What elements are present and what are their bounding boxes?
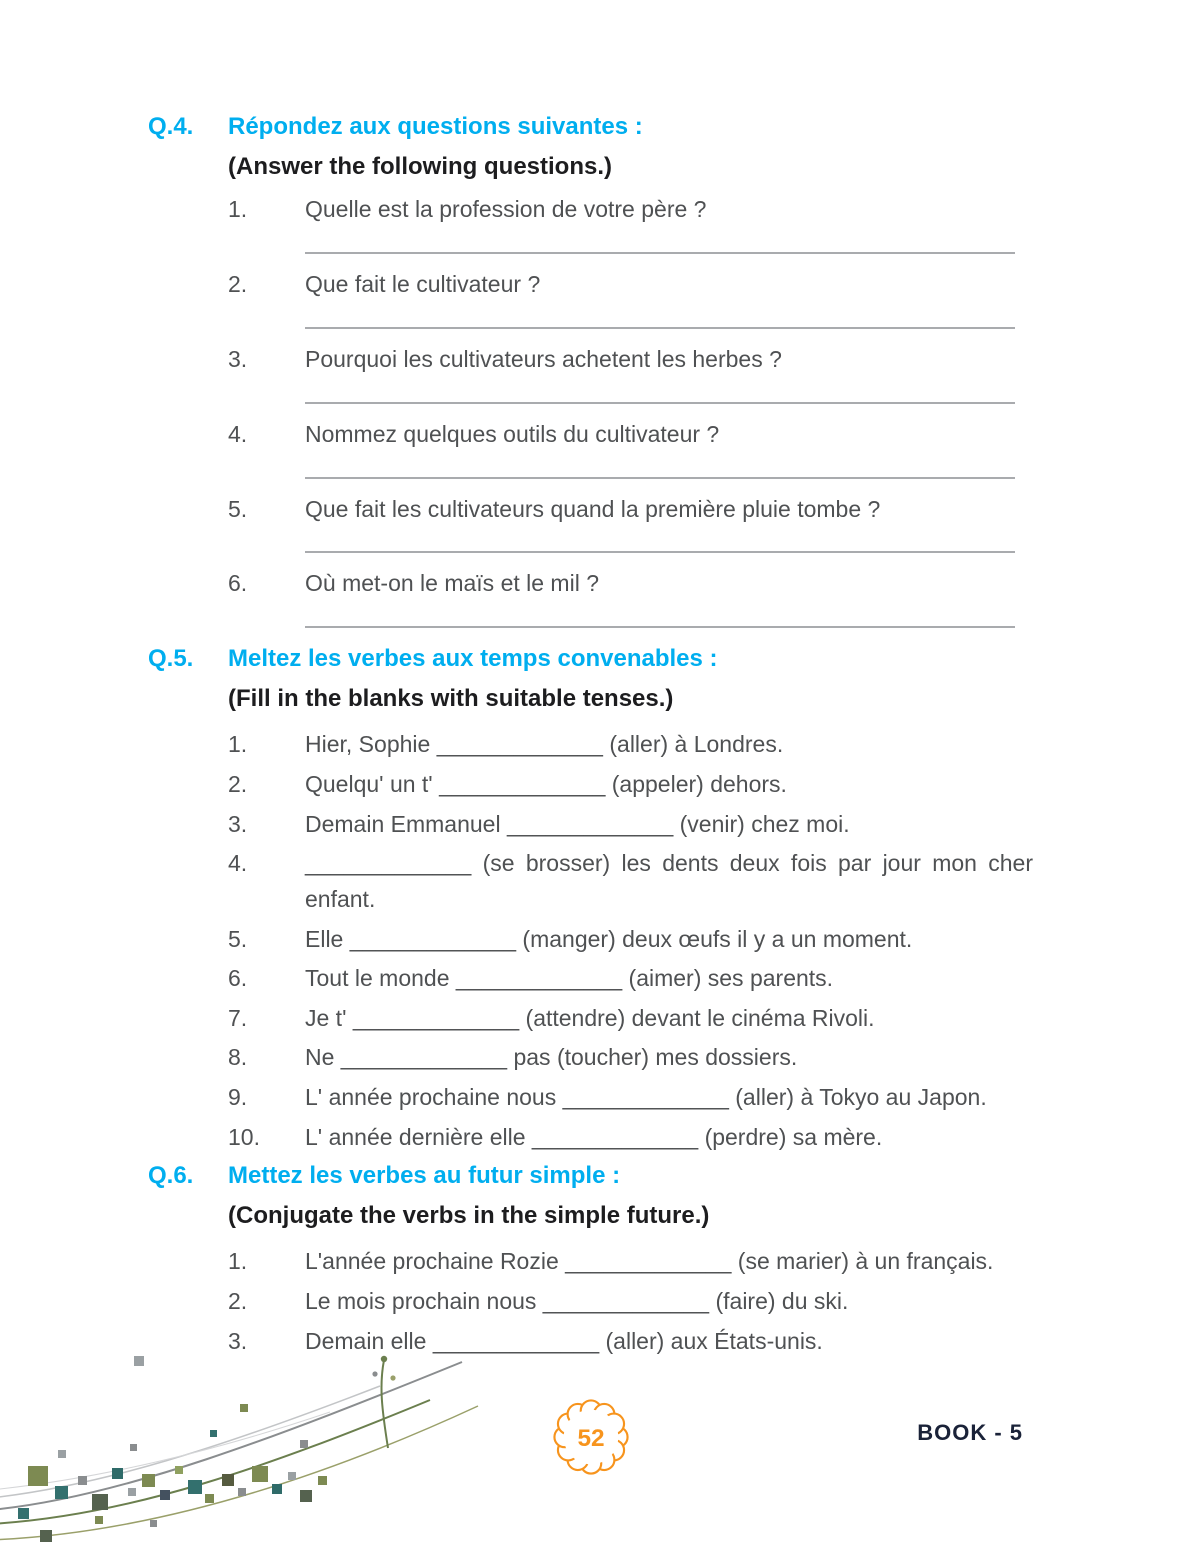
- section-title-english: (Fill in the blanks with suitable tenses.): [228, 685, 674, 713]
- question-text: Pourquoi les cultivateurs achetent les herbes ?: [305, 345, 782, 372]
- fill-item: [228, 767, 1033, 803]
- question-text: Nommez quelques outils du cultivateur ?: [305, 420, 720, 447]
- fill-item: [228, 1040, 1033, 1076]
- item-number: 7.: [228, 1004, 248, 1031]
- question-item: [228, 569, 1033, 599]
- item-number: 10.: [228, 1123, 260, 1150]
- item-number: 1.: [228, 731, 248, 758]
- item-text: Je t' _____________ (attendre) devant le cinéma Rivoli.: [305, 1004, 875, 1031]
- question-item: [228, 345, 1033, 375]
- fill-item: [228, 1244, 1033, 1280]
- section-id: Q.6.: [148, 1162, 194, 1190]
- item-text: Quelqu' un t' _____________ (appeler) dehors.: [305, 770, 787, 797]
- item-number: 8.: [228, 1044, 248, 1071]
- item-number: 2.: [228, 770, 248, 797]
- item-text: L' année prochaine nous _____________ (aller) à Tokyo au Japon.: [305, 1084, 987, 1111]
- answer-line: [305, 599, 1015, 628]
- item-text: Hier, Sophie _____________ (aller) à Londres.: [305, 731, 784, 758]
- question-item: [228, 270, 1033, 300]
- fill-item: [228, 922, 1033, 958]
- item-text: L'année prochaine Rozie _____________ (se marier) à un français.: [305, 1248, 994, 1275]
- item-number: 5.: [228, 925, 248, 952]
- section-title-french: Répondez aux questions suivantes :: [228, 113, 643, 140]
- item-text: Demain elle _____________ (aller) aux États-unis.: [305, 1327, 823, 1354]
- fill-item: [228, 961, 1033, 997]
- section-q6: [148, 1161, 1033, 1359]
- item-number: 4.: [228, 850, 248, 877]
- section-id: Q.5.: [148, 645, 194, 673]
- question-number: 4.: [228, 420, 248, 447]
- section-title-english: (Answer the following questions.): [228, 153, 612, 180]
- fill-item: [228, 846, 1033, 917]
- question-number: 2.: [228, 270, 248, 297]
- item-text: Elle _____________ (manger) deux œufs il y a un moment.: [305, 925, 913, 952]
- item-number: 3.: [228, 810, 248, 837]
- question-number: 3.: [228, 345, 248, 372]
- answer-line: [305, 300, 1015, 329]
- question-item: [228, 420, 1033, 450]
- item-number: 6.: [228, 965, 248, 992]
- section-title-french: Mettez les verbes au futur simple :: [228, 1162, 621, 1190]
- fill-item: [228, 1001, 1033, 1037]
- item-text: Le mois prochain nous _____________ (faire) du ski.: [305, 1288, 849, 1315]
- item-number: 9.: [228, 1084, 248, 1111]
- decorative-swoosh-graphic: [0, 1348, 480, 1563]
- item-text: _____________ (se brosser) les dents deux fois par jour mon cher enfant.: [305, 850, 1033, 912]
- question-text: Que fait le cultivateur ?: [305, 270, 541, 297]
- question-text: Que fait les cultivateurs quand la première pluie tombe ?: [305, 495, 881, 522]
- fill-item: [228, 1284, 1033, 1320]
- answer-line: [305, 375, 1015, 404]
- fill-item: [228, 1120, 1033, 1156]
- fill-item: [228, 807, 1033, 843]
- question-text: Quelle est la profession de votre père ?: [305, 196, 707, 222]
- item-text: Ne _____________ pas (toucher) mes dossiers.: [305, 1044, 798, 1071]
- item-number: 1.: [228, 1248, 248, 1275]
- item-number: 3.: [228, 1327, 248, 1354]
- section-q6-header: [148, 1161, 1033, 1244]
- section-q5: [148, 644, 1033, 1155]
- answer-line: [305, 450, 1015, 479]
- book-label: BOOK - 5: [917, 1420, 1023, 1445]
- question-number: 1.: [228, 196, 248, 222]
- page-number: 52: [576, 1424, 605, 1452]
- fill-item: [228, 727, 1033, 763]
- question-item: [228, 495, 1033, 525]
- section-q5-header: [148, 644, 1033, 727]
- section-title-english: (Conjugate the verbs in the simple future.): [228, 1202, 710, 1230]
- section-id: Q.4.: [148, 113, 194, 140]
- section-q4: [148, 112, 1033, 628]
- question-number: 5.: [228, 495, 248, 522]
- item-text: Tout le monde _____________ (aimer) ses parents.: [305, 965, 834, 992]
- item-number: 2.: [228, 1288, 248, 1315]
- question-item: [228, 195, 1033, 225]
- page-number-badge: [552, 1398, 630, 1476]
- section-title-french: Meltez les verbes aux temps convenables :: [228, 645, 718, 673]
- answer-line: [305, 524, 1015, 553]
- item-text: Demain Emmanuel _____________ (venir) chez moi.: [305, 810, 850, 837]
- page-content: [148, 112, 1033, 1365]
- question-number: 6.: [228, 570, 248, 597]
- fill-item: [228, 1080, 1033, 1116]
- question-text: Où met-on le maïs et le mil ?: [305, 570, 599, 597]
- section-q4-header: [148, 112, 1033, 195]
- answer-line: [305, 225, 1015, 254]
- item-text: L' année dernière elle _____________ (perdre) sa mère.: [305, 1123, 883, 1150]
